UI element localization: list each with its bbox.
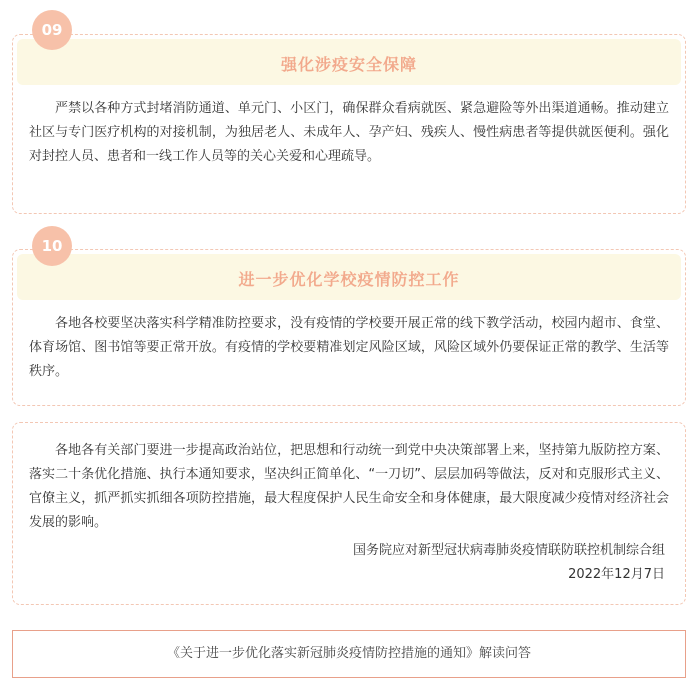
section-card-09	[12, 34, 686, 214]
section-body: 各地各校要坚决落实科学精准防控要求，没有疫情的学校要开展正常的线下教学活动，校园内超市、食堂、体育场馆、图书馆等要正常开放。有疫情的学校要精准划定风险区域，风险区域外仍要保证正常的教学、生活等秩序。	[29, 316, 669, 379]
section-number-badge: 10	[32, 226, 72, 266]
section-card-10	[12, 249, 686, 406]
issue-date: 2022年12月7日	[568, 567, 665, 582]
section-body: 严禁以各种方式封堵消防通道、单元门、小区门，确保群众看病就医、紧急避险等外出渠道通畅。推动建立社区与专门医疗机构的对接机制，为独居老人、未成年人、孕产妇、残疾人、慢性病患者等提供就医便利。强化对封控人员、患者和一线工作人员等的关心关爱和心理疏导。	[29, 101, 669, 164]
section-header	[17, 254, 681, 300]
section-number-badge: 09	[32, 10, 72, 50]
issuer-name: 国务院应对新型冠状病毒肺炎疫情联防联控机制综合组	[352, 543, 665, 558]
related-article-link[interactable]: 《关于进一步优化落实新冠肺炎疫情防控措施的通知》解读问答	[12, 630, 686, 678]
closing-body: 各地各有关部门要进一步提高政治站位，把思想和行动统一到党中央决策部署上来，坚持第九版防控方案、落实二十条优化措施、执行本通知要求，坚决纠正简单化、“一刀切”、层层加码等做法，反对和克服形式主义、官僚主义，抓严抓实抓细各项防控措施，最大程度保护人民生命安全和身体健康，最大限度减少疫情对经济社会发展的影响。	[29, 443, 669, 530]
section-title: 强化涉疫安全保障	[280, 55, 417, 74]
section-title: 进一步优化学校疫情防控工作	[238, 270, 460, 289]
closing-card	[12, 422, 686, 605]
section-header	[17, 39, 681, 85]
